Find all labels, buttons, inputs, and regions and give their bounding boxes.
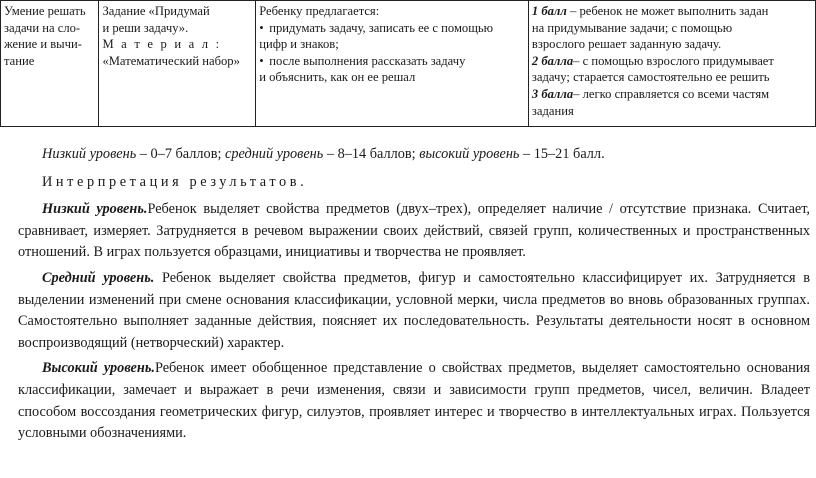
mid-level-title: Средний уровень. (42, 269, 155, 286)
procedure-item-cont: цифр и знаков; (259, 37, 339, 52)
scoring-cell (528, 1, 815, 127)
skill-line: Умение решать (4, 4, 86, 18)
low-level-paragraph (0, 199, 816, 264)
procedure-item (259, 53, 525, 70)
task-line: и реши задачу». (102, 20, 189, 35)
task-cell (99, 1, 256, 127)
low-level-label: Низкий уровень (42, 146, 137, 162)
score-1-cont: взрослого решает заданную задачу. (531, 37, 722, 52)
high-level-range: – 15–21 балл. (519, 146, 605, 162)
bullet-icon: • (259, 20, 264, 35)
procedure-item-text: после выполнения рассказать задачу (269, 53, 466, 68)
interpretation-heading: Интерпретация результатов. (42, 173, 308, 190)
task-line: Задание «Придумай (102, 4, 210, 18)
score-summary (42, 144, 816, 166)
score-2-line (532, 53, 812, 70)
material-value: «Математический набор» (102, 53, 240, 68)
bullet-icon: • (259, 53, 264, 68)
high-level-text: Ребенок имеет обобщенное представление о свойствах предметов, выделяет самостоятельно основания классификации, замечает и выражает в речи изменения, связи и зависимости групп предметов, чисел, величин. Владеет способом воссоздания геометрических фигур, силуэтов, проявляет интерес и творчество в интеллектуальных играх. Пользуется условными обозначениями. (18, 360, 811, 442)
score-1-line (532, 3, 812, 20)
skill-line: тание (4, 53, 35, 68)
interpretation-section (0, 140, 816, 449)
mid-level-range: – 8–14 баллов; (323, 146, 420, 162)
score-1-label: 1 балл (531, 4, 567, 18)
score-3-label: 3 балла (531, 86, 574, 101)
mid-level-label: средний уровень (225, 146, 324, 162)
score-3-text: – легко справляется со всеми частям (573, 86, 770, 101)
material-label: М а т е р и а л : (102, 37, 222, 52)
high-level-label: высокий уровень (419, 146, 520, 162)
score-2-label: 2 балла (531, 53, 574, 68)
score-2-text: – с помощью взрослого придумывает (573, 53, 774, 68)
low-level-text: Ребенок выделяет свойства предметов (двух–трех), определяет наличие / отсутствие признака. Считает, сравнивает, измеряет. Затрудняется в речевом выражении своих действий, связей групп, количественных и пространственных отношений. В играх пользуется образцами, инициативы и творчества не проявляет. (18, 201, 811, 261)
mid-level-paragraph (0, 268, 816, 354)
procedure-item-text: придумать задачу, записать ее с помощью (269, 20, 494, 35)
assessment-table (0, 0, 816, 127)
score-1-cont: на придумывание задачи; с помощью (531, 20, 733, 35)
procedure-item (259, 20, 525, 37)
high-level-title: Высокий уровень. (42, 360, 155, 377)
low-level-range: – 0–7 баллов; (136, 146, 225, 162)
skill-line: жение и вычи- (4, 37, 82, 52)
score-3-line (532, 86, 812, 103)
high-level-paragraph (0, 358, 816, 444)
mid-level-text: Ребенок выделяет свойства предметов, фигур и самостоятельно классифицирует их. Затрудняется в выделении изменений при смене основания классификации, условной мерки, числа предметов во вновь образованных группах. Самостоятельно выполняет заданные действия, поясняет их последовательность. Результаты деятельности носят в основном воспроизводящий (нетворческий) характер. (18, 269, 810, 351)
table-row (1, 1, 816, 127)
skill-cell (1, 1, 99, 127)
score-2-cont: задачу; старается самостоятельно ее решить (531, 70, 770, 85)
score-3-cont: задания (531, 103, 574, 118)
procedure-cell (256, 1, 529, 127)
procedure-intro: Ребенку предлагается: (259, 4, 380, 18)
procedure-item-cont: и объяснить, как он ее решал (259, 70, 416, 85)
skill-line: задачи на сло- (4, 20, 81, 35)
score-1-text: – ребенок не может выполнить задан (566, 4, 769, 18)
low-level-title: Низкий уровень. (42, 201, 148, 218)
